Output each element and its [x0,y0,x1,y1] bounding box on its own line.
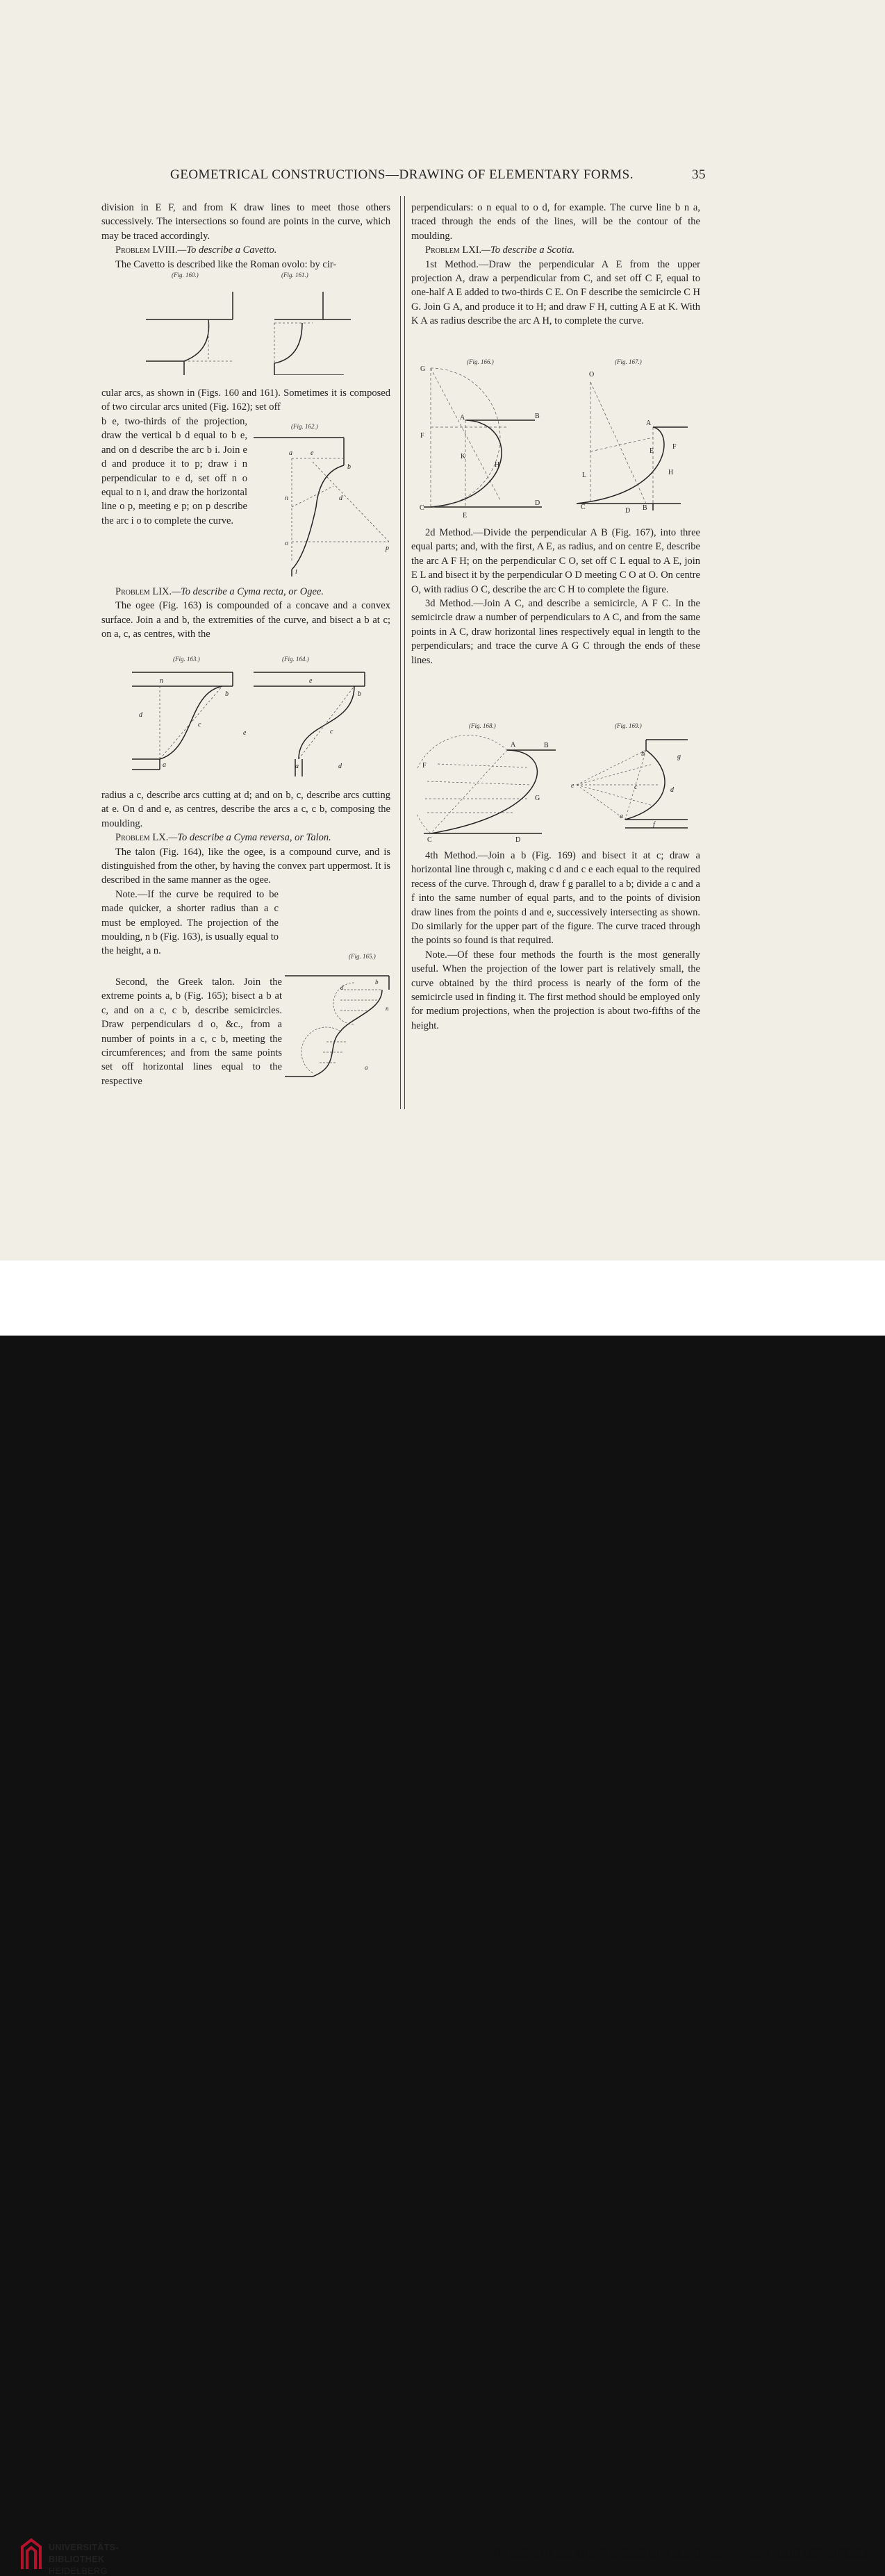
paragraph: 1st Method.—Draw the perpendicular A E from the upper projection A, draw a perpendicular from C, and set off C F, equal to one-half A E added to two-thirds C E. On F describe the semicircle C H G. Join G A, and produce it to H; and draw F H, cutting A E at K. With K A as radius describe the arc A H, to complete the curve. [411,258,700,327]
left-text-block-5 [101,788,390,958]
fig-162-caption: (Fig. 162.) [291,423,318,430]
svg-text:g: g [677,753,681,761]
paragraph: 3d Method.—Join A C, and describe a semicircle, A F C. In the semicircle draw a number of perpendiculars to A C, and from the same points in A C, draw horizontal lines respectively equal in length to the perpendiculars; and trace the curve A G C through the ends of these lines. [411,598,700,666]
left-text-block-2 [101,386,390,415]
column-divider [400,196,405,1109]
svg-text:H: H [495,461,500,469]
svg-text:E: E [650,447,654,455]
paragraph: 4th Method.—Join a b (Fig. 169) and bisect it at c; draw a horizontal line through c, making c d and c e each equal to the required recess of the curve. Through d, draw f g parallel to a b; divide a c and a f into the same number of equal parts, and to the points of division draw lines from the points d and e, successively intersecting as shown. Do similarly for the upper part of the figure. The curve traced through the points so found is that required. [411,850,700,947]
svg-text:D: D [625,507,631,515]
svg-text:e: e [571,782,574,790]
figure-160-161 [142,281,351,375]
problem-heading: Problem LIX.—To describe a Cyma recta, or Ogee. [115,586,324,597]
svg-text:c: c [198,721,201,729]
heidelberg-library-logo [19,2537,43,2574]
svg-text:f: f [653,821,655,829]
svg-text:D: D [535,499,540,507]
svg-text:O: O [589,371,595,379]
svg-text:b: b [225,690,229,698]
right-text-block-1 [411,201,700,329]
fig-165-caption: (Fig. 165.) [349,953,376,960]
svg-text:c: c [634,783,638,791]
svg-text:C: C [420,504,424,512]
svg-text:A: A [460,414,465,422]
svg-text:n: n [160,677,163,685]
fig-163-caption: (Fig. 163.) [173,656,200,663]
page-number: 35 [692,167,706,182]
svg-text:a: a [163,761,166,769]
problem-heading: Problem LXI.—To describe a Scotia. [425,244,575,256]
library-footer [0,1261,885,2576]
paragraph: Second, the Greek talon. Join the extreme points a, b (Fig. 165); bisect a b at c, and on a c, c b, describe semicircles. Draw perpendiculars d o, &c., from a number of points in a c, c b, meeting the circumferences; and from the same points set off horizontal lines equal to the respective [101,977,282,1087]
paragraph: radius a c, describe arcs cutting at d; and on b, c, describe arcs cutting at e. On d and e, as centres, describe the arcs a c, c b, composing the moulding. [101,790,390,829]
scanned-page [0,0,885,1261]
figure-168-169 [417,729,695,844]
paragraph: Note.—If the curve be required to be made quicker, a shorter radius than a c must be employed. The projection of the moulding, n b (Fig. 163), is usually equal to the height, a n. [101,888,279,957]
svg-text:H: H [668,469,674,476]
paragraph: Note.—Of these four methods the fourth is the most generally useful. When the projection of the lower part is relatively small, the curve obtained by the third process is nearly of the form of the semicircle used in finding it. The first method should be employed only for medium projections, when the projection is about two-fifths of the height. [411,949,700,1031]
svg-text:p: p [386,545,389,552]
fig-160-caption: (Fig. 160.) [172,272,199,279]
fig-167-caption: (Fig. 167.) [615,358,642,365]
fig-161-caption: (Fig. 161.) [281,272,308,279]
svg-text:a: a [365,1064,368,1071]
left-text-block-4 [101,585,390,642]
svg-text:B: B [643,504,647,512]
svg-text:G: G [420,365,426,373]
paragraph: The ogee (Fig. 163) is compounded of a concave and a convex surface. Join a and b, the extremities of the curve, and bisect a b at c; on a, c, as centres, with the [101,600,390,640]
svg-text:c: c [330,728,333,736]
fig-166-caption: (Fig. 166.) [467,358,494,365]
left-text-block-1 [101,201,390,272]
svg-text:d: d [338,763,342,770]
fig-168-caption: (Fig. 168.) [469,722,496,729]
paragraph: 2d Method.—Divide the perpendicular A B (Fig. 167), into three equal parts; and, with the first, A E, as radius, and on centre E, describe the arc A F H; on the perpendicular C O, set off C L equal to A E, join E L and bisect it by the perpendicular O D meeting C O at O. On centre O, with radius O C, describe the arc C H to complete the figure. [411,527,700,595]
svg-text:i: i [295,568,297,576]
svg-text:e: e [243,729,247,737]
figure-165 [285,969,392,1083]
svg-text:b: b [358,690,361,698]
svg-text:d: d [340,984,344,991]
svg-text:e: e [309,677,313,685]
svg-text:n: n [386,1005,389,1012]
paragraph: division in E F, and from K draw lines to meet those others successively. The intersections so found are points in the curve, which may be traced accordingly. [101,202,390,242]
svg-text:e: e [311,449,314,457]
svg-text:n: n [285,495,288,502]
svg-text:E: E [463,512,468,520]
svg-text:b: b [641,750,645,758]
svg-text:b: b [375,979,379,986]
library-name-line-2: BIBLIOTHEK [49,2554,105,2564]
svg-text:o: o [285,540,288,547]
right-text-block-2 [411,526,700,667]
svg-text:C: C [427,836,432,844]
library-name-line-3: HEIDELBERG [49,2566,108,2576]
running-head: GEOMETRICAL CONSTRUCTIONS—DRAWING OF ELEMENTARY FORMS. [170,167,634,182]
svg-text:G: G [535,795,540,802]
svg-text:a: a [295,763,299,770]
svg-text:D: D [515,836,521,844]
figure-162 [250,431,392,576]
fig-164-caption: (Fig. 164.) [282,656,309,663]
svg-text:F: F [422,762,427,770]
svg-text:B: B [535,413,540,420]
svg-text:F: F [672,443,677,451]
svg-text:L: L [582,472,587,479]
svg-text:C: C [581,504,586,511]
svg-text:b: b [347,463,351,471]
paragraph: cular arcs, as shown in (Figs. 160 and 161). Sometimes it is composed of two circular arcs united (Fig. 162); set off [101,388,390,413]
paragraph: perpendiculars: o n equal to o d, for example. The curve line b n a, traced through the ends of the lines, will be the contour of the moulding. [411,202,700,242]
right-text-block-3 [411,849,700,1033]
svg-text:F: F [420,432,424,440]
figure-163-164 [132,665,368,776]
library-name-line-1: UNIVERSITÄTS- [49,2543,119,2552]
svg-text:d: d [670,786,674,794]
svg-text:A: A [511,741,516,749]
problem-heading: Problem LVIII.—To describe a Cavetto. [115,244,277,256]
source-url[interactable]: http://digi.ub.uni-heidelberg.de/diglit/armengaud1855/0051 [493,2545,870,2561]
paragraph: The Cavetto is described like the Roman ovolo: by cir- [115,258,337,270]
svg-text:K: K [461,453,466,460]
left-text-block-6 [101,975,282,1088]
svg-text:A: A [646,419,652,427]
left-text-block-3 [101,415,247,528]
svg-text:B: B [544,742,549,749]
paragraph: b e, two-thirds of the projection, draw the vertical b d equal to b e, and on d describe the arc b i. Join e d and produce it to p; draw i n perpendicular to e d, set off n o equal to n i, and draw the horizontal line o p, meeting e p; on p describe the arc i o to complete the curve. [101,416,247,526]
problem-heading: Problem LX.—To describe a Cyma reversa, or Talon. [115,832,331,844]
paragraph: The talon (Fig. 164), like the ogee, is a compound curve, and is distinguished from the other, by having the convex part uppermost. It is described in the same manner as the ogee. [101,846,390,886]
svg-text:a: a [289,449,292,457]
svg-text:d: d [139,711,142,719]
fig-169-caption: (Fig. 169.) [615,722,642,729]
figure-166-167 [417,361,695,521]
svg-text:a: a [620,813,623,820]
svg-text:d: d [339,495,342,502]
